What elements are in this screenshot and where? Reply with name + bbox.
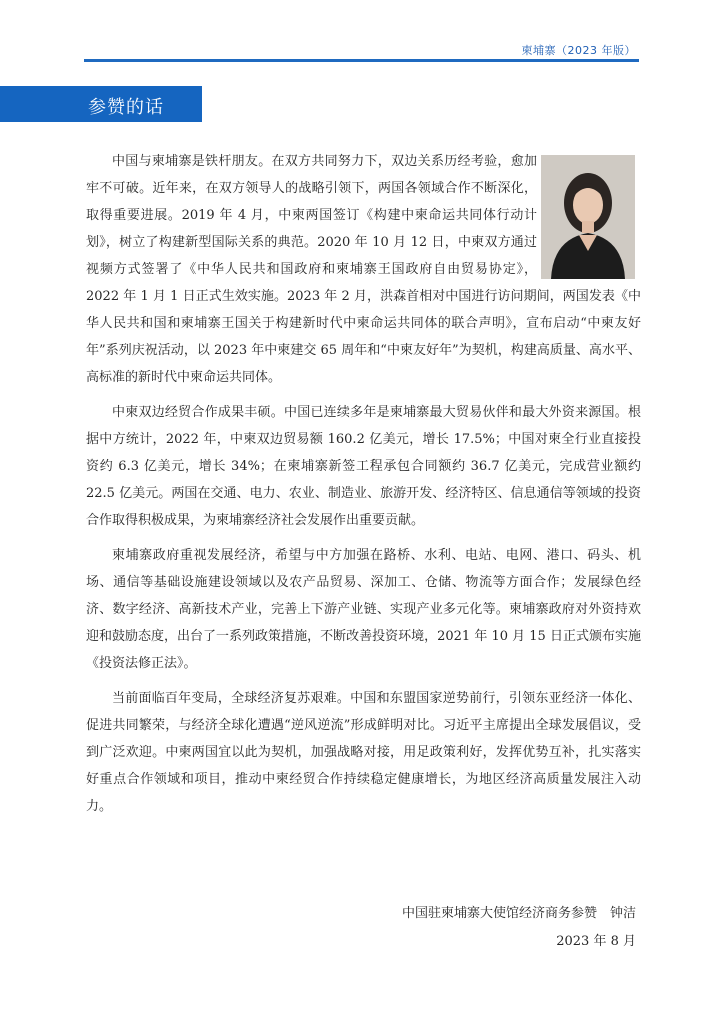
signature-date: 2023 年 8 月: [556, 934, 636, 949]
paragraph-2: 中柬双边经贸合作成果丰硕。中国已连续多年是柬埔寨最大贸易伙伴和最大外资来源国。根据中方统计，2022 年，中柬双边贸易额 160.2 亿美元，增长 17.5%；中国对柬全行业直接投资约 6.3 亿美元，增长 34%；在柬埔寨新签工程承包合同额约 36.7 亿美元，完成营业额约 22.5 亿美元。两国在交通、电力、农业、制造业、旅游开发、经济特区、信息通信等领域的投资合作取得积极成果，为柬埔寨经济社会发展作出重要贡献。: [86, 405, 641, 528]
portrait-wrap-spacer: [537, 148, 641, 276]
signature-author: 中国驻柬埔寨大使馆经济商务参赞 钟洁: [401, 906, 636, 921]
paragraph-4: 当前面临百年变局，全球经济复苏艰难。中国和东盟国家逆势前行，引领东亚经济一体化、促进共同繁荣，与经济全球化遭遇“逆风逆流”形成鲜明对比。习近平主席提出全球发展倡议，受到广泛欢迎。中柬两国宜以此为契机，加强战略对接，用足政策利好，发挥优势互补，扎实落实好重点合作领域和项目，推动中柬经贸合作持续稳定健康增长，为地区经济高质量发展注入动力。: [86, 691, 641, 814]
paragraph-1: 中国与柬埔寨是铁杆朋友。在双方共同努力下，双边关系历经考验，愈加牢不可破。近年来，在双方领导人的战略引领下，两国各领域合作不断深化，取得重要进展。2019 年 4 月，中柬两国签订《构建中柬命运共同体行动计划》，树立了构建新型国际关系的典范。2020 年 10 月 12 日，中柬双方通过视频方式签署了《中华人民共和国政府和柬埔寨王国政府自由贸易协定》，2022 年 1 月 1 日正式生效实施。2023 年 2 月，洪森首相对中国进行访问期间，两国发表《中华人民共和国和柬埔寨王国关于构建新时代中柬命运共同体的联合声明》，宣布启动“中柬友好年”系列庆祝活动，以 2023 年中柬建交 65 周年和“中柬友好年”为契机，构建高质量、高水平、高标准的新时代中柬命运共同体。: [86, 154, 641, 385]
signature-block: [402, 900, 636, 956]
paragraph-3: 柬埔寨政府重视发展经济，希望与中方加强在路桥、水利、电站、电网、港口、码头、机场、通信等基础设施建设领域以及农产品贸易、深加工、仓储、物流等方面合作；发展绿色经济、数字经济、高新技术产业，完善上下游产业链、实现产业多元化等。柬埔寨政府对外资持欢迎和鼓励态度，出台了一系列政策措施，不断改善投资环境，2021 年 10 月 15 日正式颁布实施《投资法修正法》。: [86, 548, 641, 671]
header-divider: [84, 59, 639, 62]
section-title: 参赞的话: [88, 97, 164, 118]
body-text: [86, 148, 641, 828]
header-title: 柬埔寨（2023 年版）: [521, 44, 636, 57]
